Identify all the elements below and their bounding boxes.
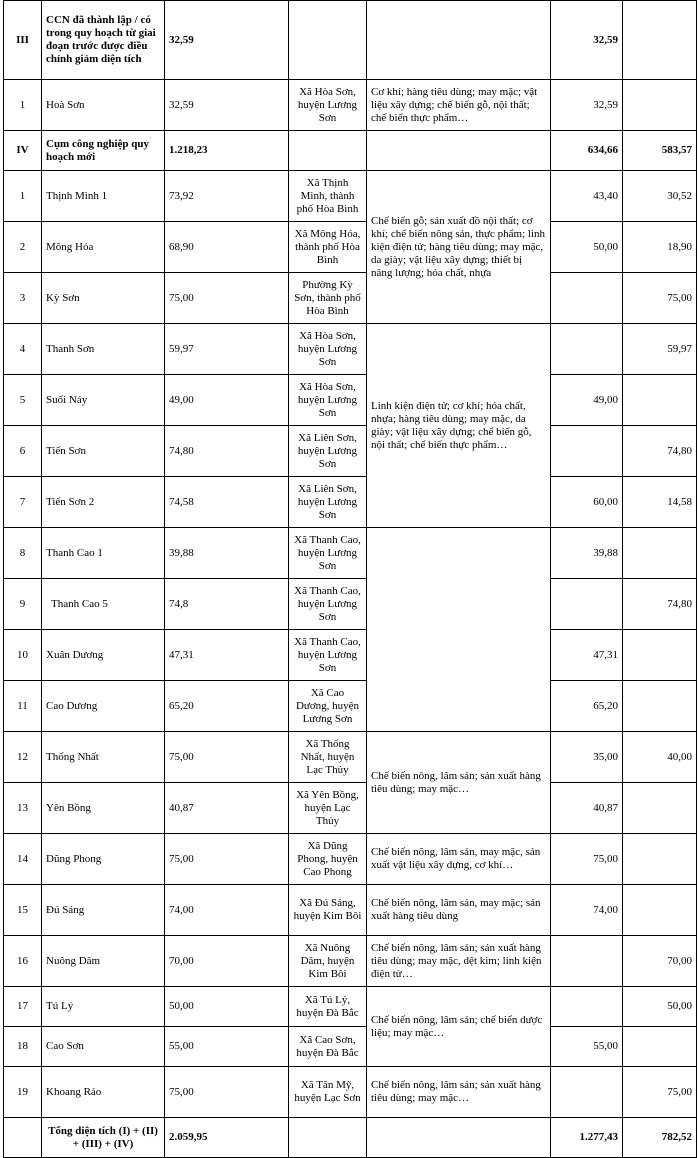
cluster-location: Xã Hòa Sơn, huyện Lương Sơn bbox=[289, 375, 367, 426]
new-area bbox=[623, 885, 697, 936]
table-row bbox=[4, 579, 697, 630]
table-row bbox=[4, 834, 697, 885]
cluster-location: Xã Thống Nhất, huyện Lạc Thủy bbox=[289, 732, 367, 783]
cluster-name: Kỳ Sơn bbox=[42, 273, 165, 324]
row-number: 2 bbox=[4, 222, 42, 273]
table-row bbox=[4, 273, 697, 324]
cluster-name: Yên Bồng bbox=[42, 783, 165, 834]
row-number: 19 bbox=[4, 1067, 42, 1118]
cluster-name: Cao Dương bbox=[42, 681, 165, 732]
section-location bbox=[289, 1, 367, 80]
row-number: 11 bbox=[4, 681, 42, 732]
established-area: 74,00 bbox=[551, 885, 623, 936]
table-row bbox=[4, 528, 697, 579]
total-new-area: 782,52 bbox=[623, 1118, 697, 1158]
table-row bbox=[4, 1027, 697, 1067]
cluster-industries: Chế biến nông, lâm sản, may mặc, sản xuất vật liệu xây dựng, cơ khí… bbox=[367, 834, 551, 885]
section-title: Cụm công nghiệp quy hoạch mới bbox=[42, 131, 165, 171]
established-area: 60,00 bbox=[551, 477, 623, 528]
cluster-industries: Chế biến nông, lâm sản, may mặc; sản xuất hàng tiêu dùng bbox=[367, 885, 551, 936]
cluster-area: 40,87 bbox=[165, 783, 289, 834]
table-row bbox=[4, 477, 697, 528]
row-number: 8 bbox=[4, 528, 42, 579]
row-number: 12 bbox=[4, 732, 42, 783]
established-area: 65,20 bbox=[551, 681, 623, 732]
new-area: 30,52 bbox=[623, 171, 697, 222]
cluster-name: Xuân Dương bbox=[42, 630, 165, 681]
established-area bbox=[551, 987, 623, 1027]
cluster-location: Xã Cao Dương, huyện Lương Sơn bbox=[289, 681, 367, 732]
cluster-name: Tiến Sơn bbox=[42, 426, 165, 477]
cluster-location: Xã Tân Mỹ, huyện Lạc Sơn bbox=[289, 1067, 367, 1118]
cluster-name: Khoang Rảo bbox=[42, 1067, 165, 1118]
new-area: 50,00 bbox=[623, 987, 697, 1027]
new-area bbox=[623, 630, 697, 681]
established-area: 40,87 bbox=[551, 783, 623, 834]
cluster-industries: Chế biến gỗ; sản xuất đồ nội thất; cơ khí; chế biến nông sản, thực phẩm; linh kiện điện tử; hàng tiêu dùng; may mặc, da giày; vật liệu xây dựng; thiết bị năng lượng; hóa chất, nhựa bbox=[367, 171, 551, 324]
section-title: CCN đã thành lập / có trong quy hoạch từ giai đoạn trước được điều chỉnh giảm diện tích bbox=[42, 1, 165, 80]
cluster-location: Xã Yên Bồng, huyện Lạc Thủy bbox=[289, 783, 367, 834]
section-established-area: 32,59 bbox=[551, 1, 623, 80]
established-area bbox=[551, 579, 623, 630]
row-number: 17 bbox=[4, 987, 42, 1027]
section-industries bbox=[367, 1, 551, 80]
cluster-name: Cao Sơn bbox=[42, 1027, 165, 1067]
new-area: 74,80 bbox=[623, 426, 697, 477]
new-area: 14,58 bbox=[623, 477, 697, 528]
cluster-area: 32,59 bbox=[165, 80, 289, 131]
cluster-location: Xã Thanh Cao, huyện Lương Sơn bbox=[289, 528, 367, 579]
total-number bbox=[4, 1118, 42, 1158]
cluster-area: 68,90 bbox=[165, 222, 289, 273]
section-location bbox=[289, 131, 367, 171]
new-area: 18,90 bbox=[623, 222, 697, 273]
established-area: 50,00 bbox=[551, 222, 623, 273]
cluster-location: Phường Kỳ Sơn, thành phố Hòa Bình bbox=[289, 273, 367, 324]
row-number: 6 bbox=[4, 426, 42, 477]
total-row bbox=[4, 1118, 697, 1158]
total-industries bbox=[367, 1118, 551, 1158]
new-area: 75,00 bbox=[623, 273, 697, 324]
established-area bbox=[551, 273, 623, 324]
row-number: 1 bbox=[4, 80, 42, 131]
cluster-name: Suối Náy bbox=[42, 375, 165, 426]
cluster-industries: Chế biến nông, lâm sản; sản xuất hàng tiêu dùng; may mặc… bbox=[367, 1067, 551, 1118]
table-row bbox=[4, 630, 697, 681]
new-area: 59,97 bbox=[623, 324, 697, 375]
new-area bbox=[623, 375, 697, 426]
section-new-area: 583,57 bbox=[623, 131, 697, 171]
cluster-location: Xã Thanh Cao, huyện Lương Sơn bbox=[289, 630, 367, 681]
table-row bbox=[4, 222, 697, 273]
total-label: Tổng diện tích (I) + (II) + (III) + (IV) bbox=[42, 1118, 165, 1158]
cluster-area: 75,00 bbox=[165, 1067, 289, 1118]
total-established-area: 1.277,43 bbox=[551, 1118, 623, 1158]
cluster-industries: Chế biến nông, lâm sản; sản xuất hàng tiêu dùng; may mặc, dệt kim; linh kiện điện tử… bbox=[367, 936, 551, 987]
new-area bbox=[623, 834, 697, 885]
cluster-name: Thanh Sơn bbox=[42, 324, 165, 375]
cluster-area: 74,00 bbox=[165, 885, 289, 936]
new-area bbox=[623, 681, 697, 732]
row-number: 18 bbox=[4, 1027, 42, 1067]
table-row bbox=[4, 171, 697, 222]
table-row bbox=[4, 936, 697, 987]
row-number: 16 bbox=[4, 936, 42, 987]
cluster-name: Hoà Sơn bbox=[42, 80, 165, 131]
cluster-name: Thống Nhất bbox=[42, 732, 165, 783]
cluster-location: Xã Thịnh Minh, thành phố Hòa Bình bbox=[289, 171, 367, 222]
cluster-area: 39,88 bbox=[165, 528, 289, 579]
cluster-location: Xã Dũng Phong, huyện Cao Phong bbox=[289, 834, 367, 885]
cluster-name: Tiến Sơn 2 bbox=[42, 477, 165, 528]
cluster-area: 70,00 bbox=[165, 936, 289, 987]
cluster-location: Xã Đú Sáng, huyện Kim Bôi bbox=[289, 885, 367, 936]
cluster-name: Dũng Phong bbox=[42, 834, 165, 885]
section-new-area bbox=[623, 1, 697, 80]
cluster-area: 49,00 bbox=[165, 375, 289, 426]
established-area bbox=[551, 1067, 623, 1118]
row-number: 10 bbox=[4, 630, 42, 681]
cluster-area: 74,58 bbox=[165, 477, 289, 528]
table-row bbox=[4, 783, 697, 834]
row-number: 13 bbox=[4, 783, 42, 834]
total-location bbox=[289, 1118, 367, 1158]
cluster-location: Xã Hòa Sơn, huyện Lương Sơn bbox=[289, 80, 367, 131]
cluster-area: 75,00 bbox=[165, 834, 289, 885]
table-row bbox=[4, 80, 697, 131]
established-area: 49,00 bbox=[551, 375, 623, 426]
section-row-iv bbox=[4, 131, 697, 171]
new-area: 70,00 bbox=[623, 936, 697, 987]
cluster-name: Thanh Cao 5 bbox=[42, 579, 165, 630]
section-number: III bbox=[4, 1, 42, 80]
row-number: 5 bbox=[4, 375, 42, 426]
cluster-name: Thịnh Minh 1 bbox=[42, 171, 165, 222]
cluster-name: Tú Lý bbox=[42, 987, 165, 1027]
established-area: 35,00 bbox=[551, 732, 623, 783]
established-area: 39,88 bbox=[551, 528, 623, 579]
table-row bbox=[4, 732, 697, 783]
row-number: 3 bbox=[4, 273, 42, 324]
cluster-area: 74,80 bbox=[165, 426, 289, 477]
table-row bbox=[4, 1067, 697, 1118]
new-area: 75,00 bbox=[623, 1067, 697, 1118]
table-row bbox=[4, 426, 697, 477]
table-row bbox=[4, 324, 697, 375]
cluster-industries: Cơ khí; hàng tiêu dùng; may mặc; vật liệu xây dựng; chế biến gỗ, nội thất; chế biến thực phẩm… bbox=[367, 80, 551, 131]
new-area bbox=[623, 528, 697, 579]
total-area: 2.059,95 bbox=[165, 1118, 289, 1158]
cluster-location: Xã Tú Lý, huyện Đà Bắc bbox=[289, 987, 367, 1027]
section-row-iii bbox=[4, 1, 697, 80]
established-area bbox=[551, 936, 623, 987]
cluster-location: Xã Hòa Sơn, huyện Lương Sơn bbox=[289, 324, 367, 375]
new-area: 40,00 bbox=[623, 732, 697, 783]
industrial-cluster-table bbox=[3, 0, 697, 1158]
row-number: 15 bbox=[4, 885, 42, 936]
section-number: IV bbox=[4, 131, 42, 171]
cluster-location: Xã Thanh Cao, huyện Lương Sơn bbox=[289, 579, 367, 630]
cluster-name: Đú Sáng bbox=[42, 885, 165, 936]
table-row bbox=[4, 375, 697, 426]
cluster-area: 59,97 bbox=[165, 324, 289, 375]
new-area: 74,80 bbox=[623, 579, 697, 630]
cluster-name: Thanh Cao 1 bbox=[42, 528, 165, 579]
row-number: 1 bbox=[4, 171, 42, 222]
table-row bbox=[4, 885, 697, 936]
established-area: 55,00 bbox=[551, 1027, 623, 1067]
cluster-location: Xã Liên Sơn, huyện Lương Sơn bbox=[289, 477, 367, 528]
row-number: 9 bbox=[4, 579, 42, 630]
established-area bbox=[551, 426, 623, 477]
new-area bbox=[623, 80, 697, 131]
row-number: 4 bbox=[4, 324, 42, 375]
cluster-industries: Chế biến nông, lâm sản; chế biến dược liệu; may mặc… bbox=[367, 987, 551, 1067]
new-area bbox=[623, 783, 697, 834]
established-area: 43,40 bbox=[551, 171, 623, 222]
new-area bbox=[623, 1027, 697, 1067]
cluster-location: Xã Cao Sơn, huyện Đà Bắc bbox=[289, 1027, 367, 1067]
section-area: 1.218,23 bbox=[165, 131, 289, 171]
cluster-area: 75,00 bbox=[165, 732, 289, 783]
cluster-area: 55,00 bbox=[165, 1027, 289, 1067]
row-number: 14 bbox=[4, 834, 42, 885]
cluster-location: Xã Mông Hóa, thành phố Hòa Bình bbox=[289, 222, 367, 273]
cluster-area: 47,31 bbox=[165, 630, 289, 681]
established-area: 75,00 bbox=[551, 834, 623, 885]
section-area: 32,59 bbox=[165, 1, 289, 80]
table-row bbox=[4, 987, 697, 1027]
cluster-industries: Chế biến nông, lâm sản; sản xuất hàng tiêu dùng; may mặc… bbox=[367, 732, 551, 834]
cluster-area: 75,00 bbox=[165, 273, 289, 324]
section-industries bbox=[367, 131, 551, 171]
cluster-industries bbox=[367, 528, 551, 732]
cluster-area: 74,8 bbox=[165, 579, 289, 630]
section-established-area: 634,66 bbox=[551, 131, 623, 171]
cluster-location: Xã Liên Sơn, huyện Lương Sơn bbox=[289, 426, 367, 477]
cluster-area: 65,20 bbox=[165, 681, 289, 732]
established-area: 32,59 bbox=[551, 80, 623, 131]
cluster-area: 50,00 bbox=[165, 987, 289, 1027]
table-row bbox=[4, 681, 697, 732]
cluster-area: 73,92 bbox=[165, 171, 289, 222]
cluster-location: Xã Nuông Dăm, huyện Kim Bôi bbox=[289, 936, 367, 987]
established-area bbox=[551, 324, 623, 375]
cluster-name: Mông Hóa bbox=[42, 222, 165, 273]
cluster-name: Nuông Dăm bbox=[42, 936, 165, 987]
cluster-industries: Linh kiện điện tử; cơ khí; hóa chất, nhựa; hàng tiêu dùng; may mặc, da giày; vật liệu xây dựng; chế biến gỗ, nội thất; chế biến thực phẩm… bbox=[367, 324, 551, 528]
established-area: 47,31 bbox=[551, 630, 623, 681]
row-number: 7 bbox=[4, 477, 42, 528]
